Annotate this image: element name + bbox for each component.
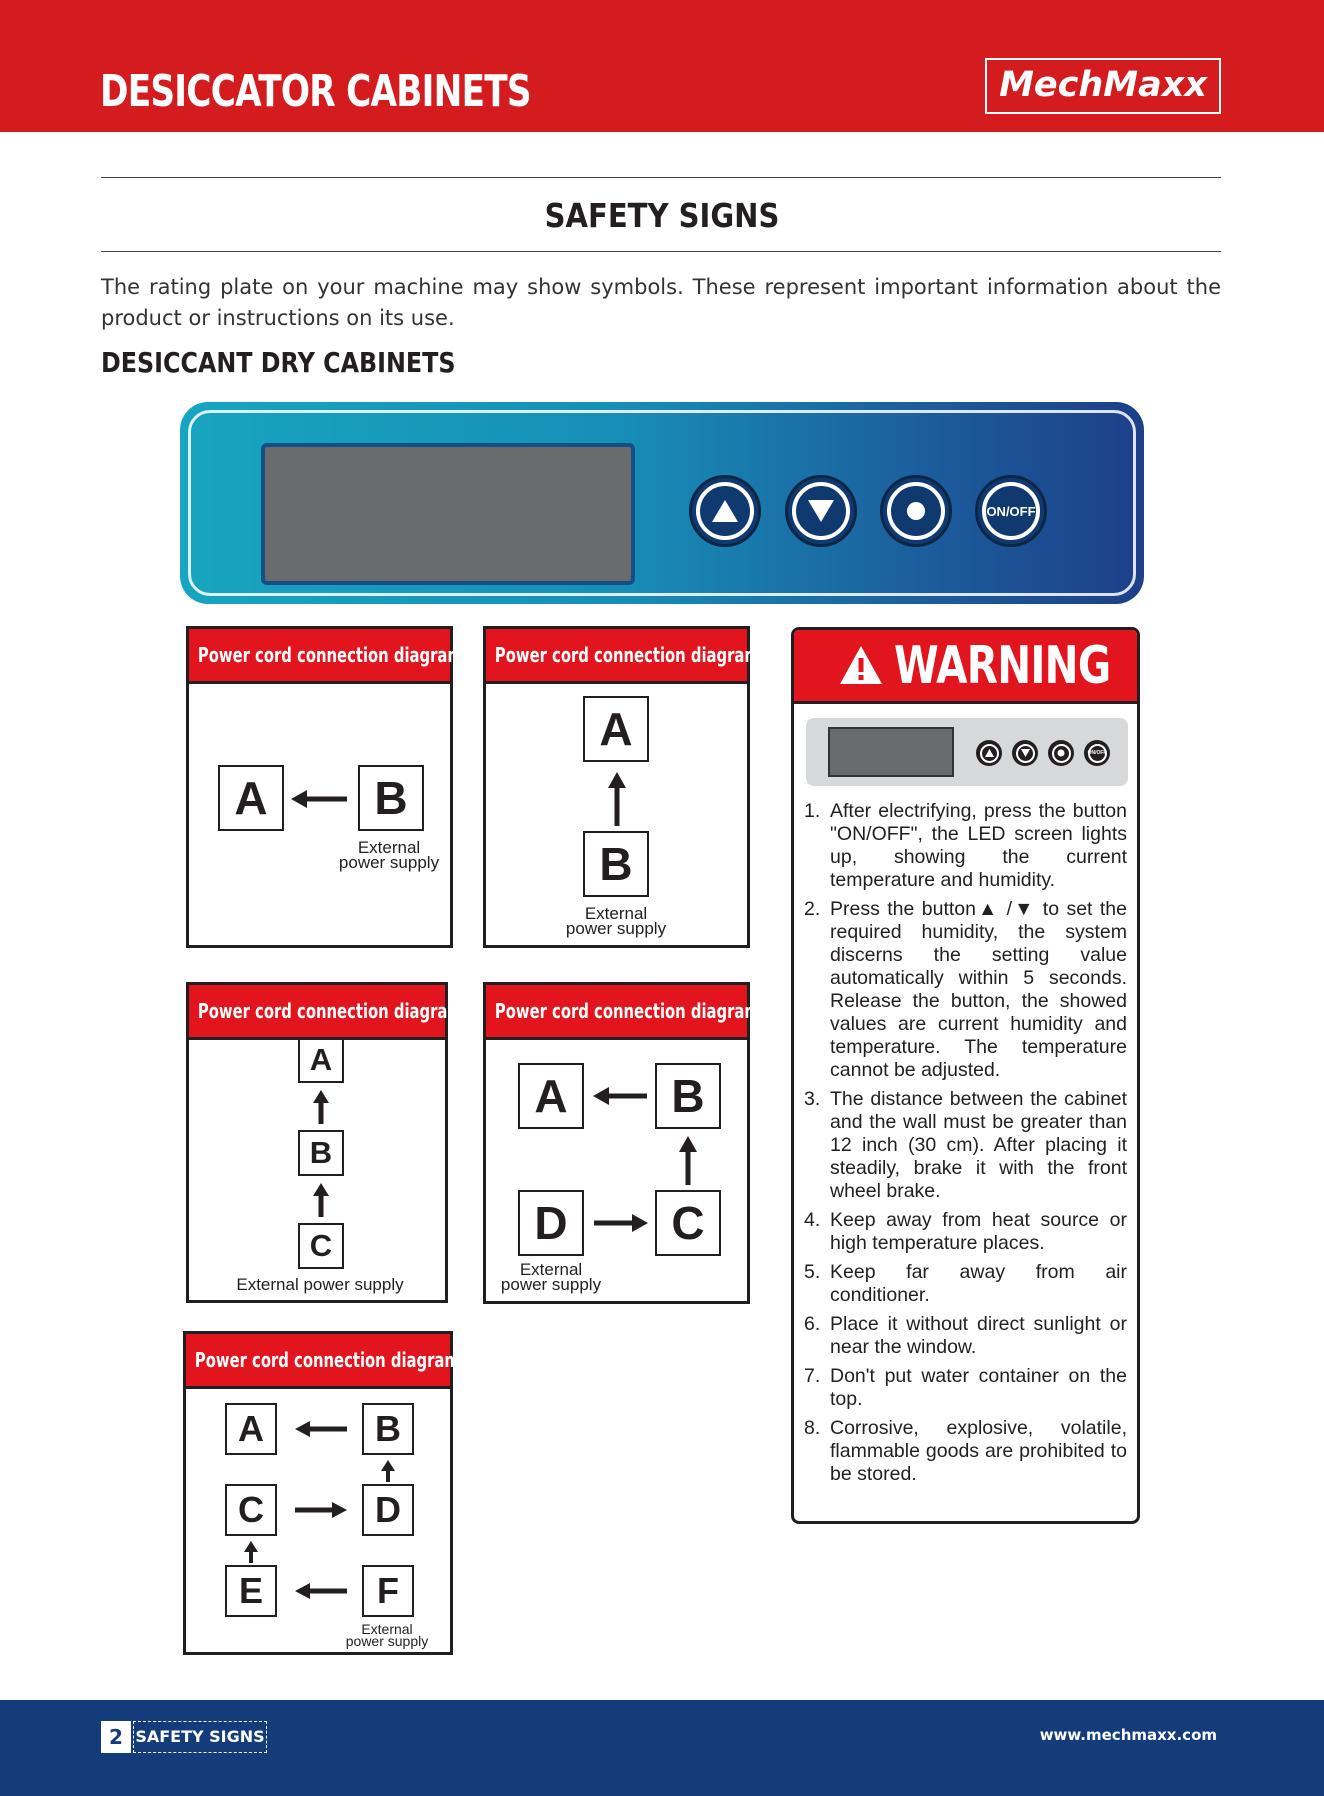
diagram-5-title: Power cord connection diagram (186, 1334, 450, 1389)
diagram-1 (186, 626, 463, 948)
warning-panel (791, 627, 1140, 1524)
arrow-up-icon (676, 1135, 700, 1187)
mini-set-button (1048, 740, 1074, 766)
up-button (689, 475, 761, 547)
mini-onoff-label: ON/OFF (1088, 744, 1107, 763)
onoff-label: ON/OFF (982, 482, 1040, 540)
divider-bottom (101, 251, 1221, 252)
diagram-3-title: Power cord connection diagram (189, 985, 445, 1040)
diagram-3 (186, 982, 463, 1303)
down-triangle-icon (806, 498, 836, 524)
external-power-label: External power supply (565, 904, 667, 938)
box-a: A (218, 765, 284, 831)
diagram-4 (483, 982, 760, 1304)
warning-triangle-icon (838, 644, 884, 686)
box-b: B (298, 1130, 344, 1176)
diagram-2 (483, 626, 760, 948)
mini-lcd-screen (828, 727, 954, 777)
external-power-label: External power supply (236, 1275, 404, 1294)
set-dot-icon (906, 501, 926, 521)
footer-section-label: SAFETY SIGNS (133, 1721, 267, 1753)
up-triangle-icon (985, 749, 994, 757)
set-button (880, 475, 952, 547)
arrow-right-icon (293, 1499, 349, 1521)
mini-up-button (976, 740, 1002, 766)
list-item: 4. Keep away from heat source or high temperature places. (804, 1209, 1127, 1254)
onoff-button (975, 475, 1047, 547)
down-button (785, 475, 857, 547)
box-e: E (225, 1565, 277, 1617)
box-f: F (362, 1565, 414, 1617)
document-title: DESICCATOR CABINETS (100, 66, 531, 117)
list-item: 5. Keep far away from air conditioner. (804, 1261, 1127, 1306)
box-b: B (362, 1403, 414, 1455)
diagram-2-title: Power cord connection diagram (486, 629, 747, 684)
box-c: C (225, 1484, 277, 1536)
set-dot-icon (1057, 749, 1065, 757)
up-triangle-icon (710, 498, 740, 524)
section-title: SAFETY SIGNS (544, 196, 780, 235)
external-power-label: External power supply (500, 1260, 602, 1294)
lcd-screen (261, 443, 635, 585)
down-triangle-icon (1021, 749, 1030, 757)
header-bar (0, 0, 1324, 132)
mini-onoff-button (1084, 740, 1110, 766)
box-d: D (362, 1484, 414, 1536)
arrow-up-icon (311, 1182, 331, 1218)
mini-down-button (1012, 740, 1038, 766)
external-power-label: External power supply (338, 838, 440, 872)
subheading: DESICCANT DRY CABINETS (101, 346, 456, 379)
arrow-left-icon (293, 1580, 349, 1602)
box-b: B (583, 831, 649, 897)
list-item: 6. Place it without direct sunlight or near the window. (804, 1313, 1127, 1358)
footer-website-link[interactable]: www.mechmaxx.com (1039, 1726, 1217, 1744)
arrow-left-icon (591, 1084, 649, 1108)
list-item: 1. After electrifying, press the button "ON/OFF", the LED screen lights up, showing the current temperature and humidity. (804, 800, 1127, 891)
box-a: A (583, 696, 649, 762)
diagram-1-title: Power cord connection diagram (189, 629, 450, 684)
list-item: 7. Don't put water container on the top. (804, 1365, 1127, 1410)
warning-instructions-list (804, 800, 1127, 1492)
external-power-label: External power supply (345, 1621, 429, 1649)
box-a: A (225, 1403, 277, 1455)
arrow-up-icon (378, 1459, 398, 1483)
arrow-up-icon (241, 1540, 261, 1564)
intro-paragraph: The rating plate on your machine may show symbols. These represent important information about the product or instructions on its use. (101, 275, 1221, 330)
arrow-left-icon (293, 1418, 349, 1440)
control-panel-illustration (180, 402, 1144, 604)
divider-top (101, 177, 1221, 178)
box-b: B (655, 1063, 721, 1129)
brand-logo: MechMaxx (985, 58, 1221, 114)
box-b: B (358, 765, 424, 831)
diagram-4-title: Power cord connection diagram (486, 985, 747, 1040)
page-number: 2 (101, 1721, 131, 1753)
diagram-5 (183, 1331, 460, 1655)
list-item: 8. Corrosive, explosive, volatile, flammable goods are prohibited to be stored. (804, 1417, 1127, 1485)
arrow-right-icon (592, 1211, 650, 1235)
list-item: 3. The distance between the cabinet and the wall must be greater than 12 inch (30 cm). After placing it steadily, brake it with the front wheel brake. (804, 1088, 1127, 1202)
arrow-up-icon (311, 1089, 331, 1125)
panel-frame (188, 410, 1136, 596)
box-c: C (298, 1223, 344, 1269)
warning-header (794, 630, 1137, 704)
box-a: A (518, 1063, 584, 1129)
mini-control-panel (806, 718, 1128, 786)
warning-title: WARNING (894, 636, 1111, 696)
box-a: A (298, 1037, 344, 1083)
box-c: C (655, 1190, 721, 1256)
arrow-up-icon (605, 771, 629, 827)
list-item: 2. Press the button▲ /▼ to set the required humidity, the system discerns the setting value automatically within 5 seconds. Release the button, the showed values are current humidity and temperature. The temperature cannot be adjusted. (804, 898, 1127, 1081)
box-d: D (518, 1190, 584, 1256)
arrow-left-icon (289, 787, 349, 811)
